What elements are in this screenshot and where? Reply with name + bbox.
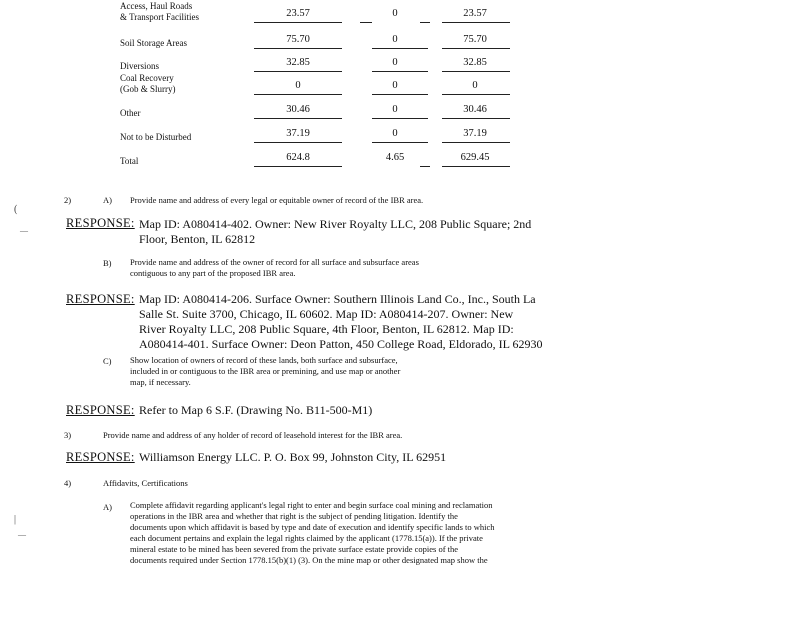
- response-label: RESPONSE:: [66, 292, 135, 306]
- underline: [372, 94, 428, 95]
- underline: [442, 48, 510, 49]
- paragraph-line: Complete affidavit regarding applicant's legal right to enter and begin surface coal mining and reclamation: [130, 500, 493, 510]
- question-text: Show location of owners of record of these lands, both surface and subsurface,: [130, 355, 398, 365]
- table-cell: 23.57: [463, 8, 487, 19]
- item-letter: A): [103, 195, 112, 205]
- table-cell: 4.65: [385, 152, 405, 163]
- margin-mark: —: [18, 530, 26, 539]
- table-cell: 624.8: [286, 152, 310, 163]
- table-cell: 30.46: [286, 104, 310, 115]
- margin-mark: —: [20, 226, 28, 235]
- table-cell: 37.19: [286, 128, 310, 139]
- response-text: Salle St. Suite 3700, Chicago, IL 60602. Map ID: A080414-207. Owner: New: [139, 307, 514, 321]
- table-cell: 629.45: [460, 152, 490, 163]
- table-cell: 0: [392, 104, 398, 115]
- table-cell: 37.19: [463, 128, 487, 139]
- margin-mark: (: [14, 204, 18, 215]
- question-text: Provide name and address of the owner of record for all surface and subsurface areas: [130, 257, 419, 267]
- underline: [360, 22, 372, 23]
- underline: [442, 22, 510, 23]
- response-label: RESPONSE:: [66, 450, 135, 464]
- table-cell: 0: [472, 80, 478, 91]
- table-cell: 0: [392, 80, 398, 91]
- underline: [420, 166, 430, 167]
- item-letter: C): [103, 356, 112, 366]
- item-letter: B): [103, 258, 112, 268]
- underline: [372, 118, 428, 119]
- response-text: River Royalty LLC, 208 Public Square, 4th Floor, Benton, IL 62812. Map ID:: [139, 322, 514, 336]
- underline: [254, 22, 342, 23]
- response-text: Williamson Energy LLC. P. O. Box 99, Johnston City, IL 62951: [139, 450, 447, 464]
- table-cell: 75.70: [286, 34, 310, 45]
- question-text: map, if necessary.: [130, 377, 191, 387]
- underline: [254, 118, 342, 119]
- table-row-label: Total: [120, 156, 139, 166]
- question-text: included in or contiguous to the IBR area or premining, and use map or another: [130, 366, 401, 376]
- question-text: Provide name and address of every legal or equitable owner of record of the IBR area.: [130, 195, 424, 205]
- table-row-label: Other: [120, 108, 141, 118]
- table-cell: 30.46: [463, 104, 487, 115]
- table-row-label: Not to be Disturbed: [120, 132, 192, 142]
- underline: [254, 71, 342, 72]
- response-text: Floor, Benton, IL 62812: [139, 232, 256, 246]
- underline: [442, 118, 510, 119]
- item-number: 4): [64, 478, 72, 488]
- table-row-label: Coal Recovery (Gob & Slurry): [120, 73, 176, 94]
- response-label: RESPONSE:: [66, 216, 135, 230]
- table-cell: 75.70: [463, 34, 487, 45]
- underline: [254, 166, 342, 167]
- table-row-label: Soil Storage Areas: [120, 38, 187, 48]
- underline: [372, 142, 428, 143]
- response-text: A080414-401. Surface Owner: Deon Patton, 450 College Road, Eldorado, IL 62930: [139, 337, 543, 351]
- table-cell: 23.57: [286, 8, 310, 19]
- underline: [254, 94, 342, 95]
- underline: [254, 142, 342, 143]
- underline: [442, 166, 510, 167]
- table-row-label: Diversions: [120, 61, 159, 71]
- paragraph-line: documents upon which affidavit is based by type and date of execution and identify specific lands to which: [130, 522, 495, 532]
- question-text: contiguous to any part of the proposed IBR area.: [130, 268, 296, 278]
- paragraph-line: operations in the IBR area and whether that right is the subject of pending litigation. Identify the: [130, 511, 458, 521]
- item-number: 2): [64, 195, 72, 205]
- paragraph-line: documents required under Section 1778.15(b)(1) (3). On the mine map or other designated map show the: [130, 555, 488, 565]
- table-cell: 0: [392, 57, 398, 68]
- underline: [442, 71, 510, 72]
- table-cell: 32.85: [286, 57, 310, 68]
- question-text: Affidavits, Certifications: [103, 478, 188, 488]
- margin-mark: |: [14, 514, 17, 525]
- item-letter: A): [103, 502, 112, 512]
- table-cell: 0: [295, 80, 301, 91]
- table-cell: 32.85: [463, 57, 487, 68]
- table-cell: 0: [392, 34, 398, 45]
- table-row-label: Access, Haul Roads & Transport Facilities: [120, 1, 200, 22]
- question-text: Provide name and address of any holder of record of leasehold interest for the IBR area.: [103, 430, 403, 440]
- table-cell: 0: [392, 8, 398, 19]
- response-label: RESPONSE:: [66, 403, 135, 417]
- underline: [420, 22, 430, 23]
- response-text: Map ID: A080414-402. Owner: New River Royalty LLC, 208 Public Square; 2nd: [139, 217, 532, 231]
- underline: [442, 142, 510, 143]
- response-text: Refer to Map 6 S.F. (Drawing No. B11-500-M1): [139, 403, 373, 417]
- item-number: 3): [64, 430, 72, 440]
- paragraph-line: each document pertains and explain the legal rights claimed by the applicant (1778.15(a)). If the private: [130, 533, 483, 543]
- table-cell: 0: [392, 128, 398, 139]
- underline: [442, 94, 510, 95]
- underline: [372, 71, 428, 72]
- underline: [254, 48, 342, 49]
- response-text: Map ID: A080414-206. Surface Owner: Southern Illinois Land Co., Inc., South La: [139, 292, 536, 306]
- underline: [372, 48, 428, 49]
- paragraph-line: mineral estate to be mined has been severed from the private surface estate provide copies of the: [130, 544, 459, 554]
